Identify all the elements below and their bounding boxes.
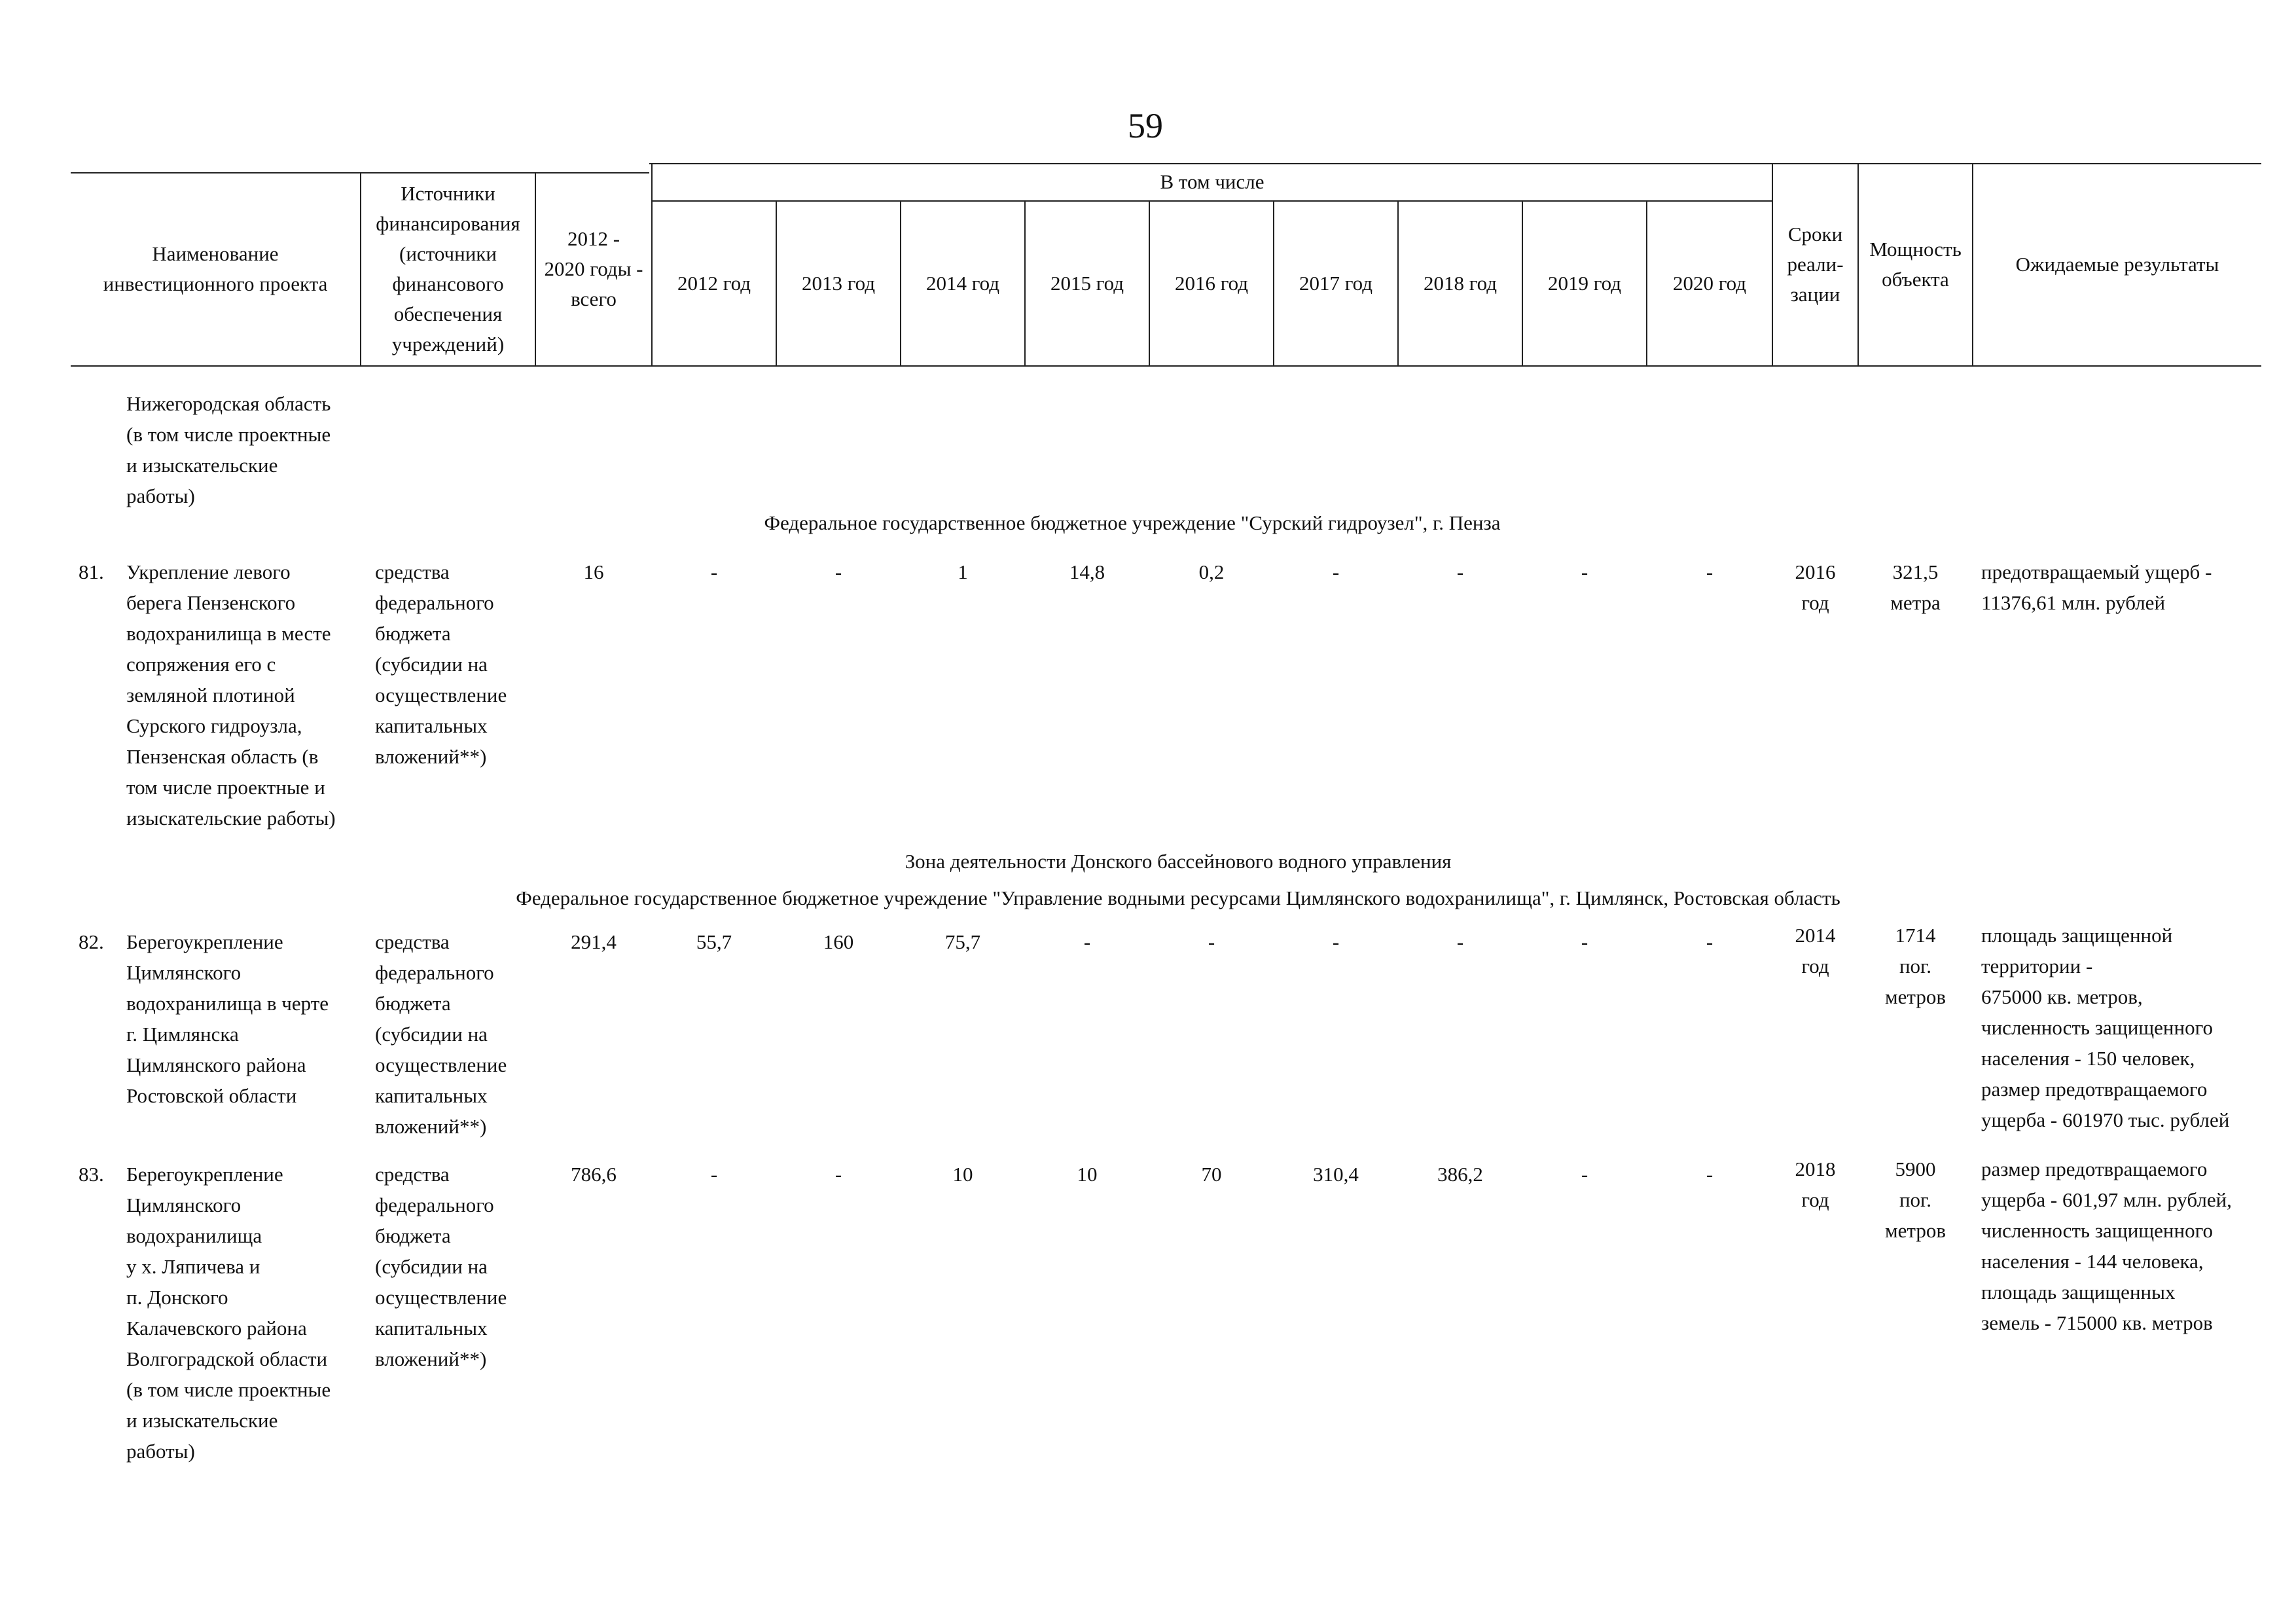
total-value: 786,6 bbox=[571, 1163, 617, 1186]
header-year: 2020 год bbox=[1672, 272, 1747, 295]
header-year: 2014 год bbox=[925, 272, 1000, 295]
project-name: Берегоукрепление Цимлянского водохранилища у х. Ляпичева и п. Донского Калачевского района Волгоградской области (в том числе проектные и изыскательские работы) bbox=[126, 1163, 331, 1463]
expected-results: предотвращаемый ущерб - 11376,61 млн. рублей bbox=[1981, 560, 2212, 614]
year-value: - bbox=[1208, 930, 1215, 953]
year-value: 10 bbox=[1077, 1163, 1098, 1186]
section-title: Зона деятельности Донского бассейнового водного управления bbox=[905, 850, 1452, 873]
year-value: 1 bbox=[958, 560, 968, 583]
header-year: 2019 год bbox=[1547, 272, 1622, 295]
header-term: Сроки реали- зации bbox=[1787, 222, 1844, 306]
year-value: - bbox=[1456, 930, 1464, 953]
section-title: Федеральное государственное бюджетное учреждение "Управление водными ресурсами Цимлянского водохранилища", г. Цимлянск, Ростовская область bbox=[516, 886, 1840, 909]
year-value: 10 bbox=[952, 1163, 973, 1186]
header-year: 2012 год bbox=[677, 272, 751, 295]
term-value: 2014 год bbox=[1795, 924, 1836, 977]
capacity-value: 321,5 метра bbox=[1890, 560, 1941, 614]
header-year: 2017 год bbox=[1299, 272, 1373, 295]
header-total: 2012 - 2020 годы - всего bbox=[544, 227, 643, 310]
year-value: 386,2 bbox=[1437, 1163, 1483, 1186]
year-value: - bbox=[1706, 560, 1713, 583]
year-value: - bbox=[710, 560, 718, 583]
header-results: Ожидаемые результаты bbox=[2015, 252, 2219, 276]
year-value: 14,8 bbox=[1069, 560, 1105, 583]
year-value: 55,7 bbox=[696, 930, 732, 953]
lead-text: Нижегородская область (в том числе проектные и изыскательские работы) bbox=[126, 392, 331, 507]
year-value: 310,4 bbox=[1313, 1163, 1359, 1186]
year-value: - bbox=[1332, 560, 1340, 583]
header-name: Наименование инвестиционного проекта bbox=[103, 242, 328, 295]
header-year: 2018 год bbox=[1423, 272, 1498, 295]
year-value: - bbox=[1581, 930, 1588, 953]
total-value: 16 bbox=[583, 560, 604, 583]
year-value: - bbox=[834, 1163, 842, 1186]
funding-source: средства федерального бюджета (субсидии на осуществление капитальных вложений**) bbox=[375, 560, 507, 768]
funding-source: средства федерального бюджета (субсидии на осуществление капитальных вложений**) bbox=[375, 1163, 507, 1370]
total-value: 291,4 bbox=[571, 930, 617, 953]
year-value: - bbox=[1456, 560, 1464, 583]
year-value: - bbox=[1706, 1163, 1713, 1186]
year-value: - bbox=[710, 1163, 718, 1186]
term-value: 2016 год bbox=[1795, 560, 1836, 614]
section-title: Федеральное государственное бюджетное учреждение "Сурский гидроузел", г. Пенза bbox=[764, 511, 1501, 534]
header-capacity: Мощность объекта bbox=[1869, 237, 1962, 291]
year-value: 75,7 bbox=[944, 930, 981, 953]
year-value: - bbox=[834, 560, 842, 583]
header-year: 2015 год bbox=[1050, 272, 1124, 295]
header-year: 2016 год bbox=[1174, 272, 1249, 295]
year-value: - bbox=[1581, 1163, 1588, 1186]
expected-results: площадь защищенной территории - 675000 кв. метров, численность защищенного населения - 150 человек, размер предотвращаемого ущерба - 601970 тыс. рублей bbox=[1981, 924, 2230, 1131]
expected-results: размер предотвращаемого ущерба - 601,97 млн. рублей, численность защищенного населения - 144 человека, площадь защищенных земель - 715000 кв. метров bbox=[1981, 1158, 2232, 1334]
row-number: 81. bbox=[79, 560, 104, 583]
project-name: Укрепление левого берега Пензенского водохранилища в месте сопряжения его с земляной плотиной Сурского гидроузла, Пензенская область (в том числе проектные и изыскательские работы) bbox=[126, 560, 336, 830]
project-name: Берегоукрепление Цимлянского водохранилища в черте г. Цимлянска Цимлянского района Ростовской области bbox=[126, 930, 329, 1107]
year-value: - bbox=[1581, 560, 1588, 583]
term-value: 2018 год bbox=[1795, 1158, 1836, 1211]
year-value: 0,2 bbox=[1198, 560, 1225, 583]
capacity-value: 5900 пог. метров bbox=[1885, 1158, 1946, 1242]
header-year: 2013 год bbox=[801, 272, 876, 295]
year-value: 70 bbox=[1201, 1163, 1222, 1186]
row-number: 83. bbox=[79, 1163, 104, 1186]
capacity-value: 1714 пог. метров bbox=[1885, 924, 1946, 1008]
year-value: 160 bbox=[823, 930, 854, 953]
header-source: Источники финансирования (источники финансового обеспечения учреждений) bbox=[376, 181, 520, 356]
header-bottom-line bbox=[71, 365, 2261, 367]
year-value: - bbox=[1083, 930, 1091, 953]
year-value: - bbox=[1332, 930, 1340, 953]
header-group: В том числе bbox=[1160, 170, 1265, 193]
page-number: 59 bbox=[1128, 106, 1163, 145]
row-number: 82. bbox=[79, 930, 104, 953]
funding-source: средства федерального бюджета (субсидии на осуществление капитальных вложений**) bbox=[375, 930, 507, 1138]
year-value: - bbox=[1706, 930, 1713, 953]
